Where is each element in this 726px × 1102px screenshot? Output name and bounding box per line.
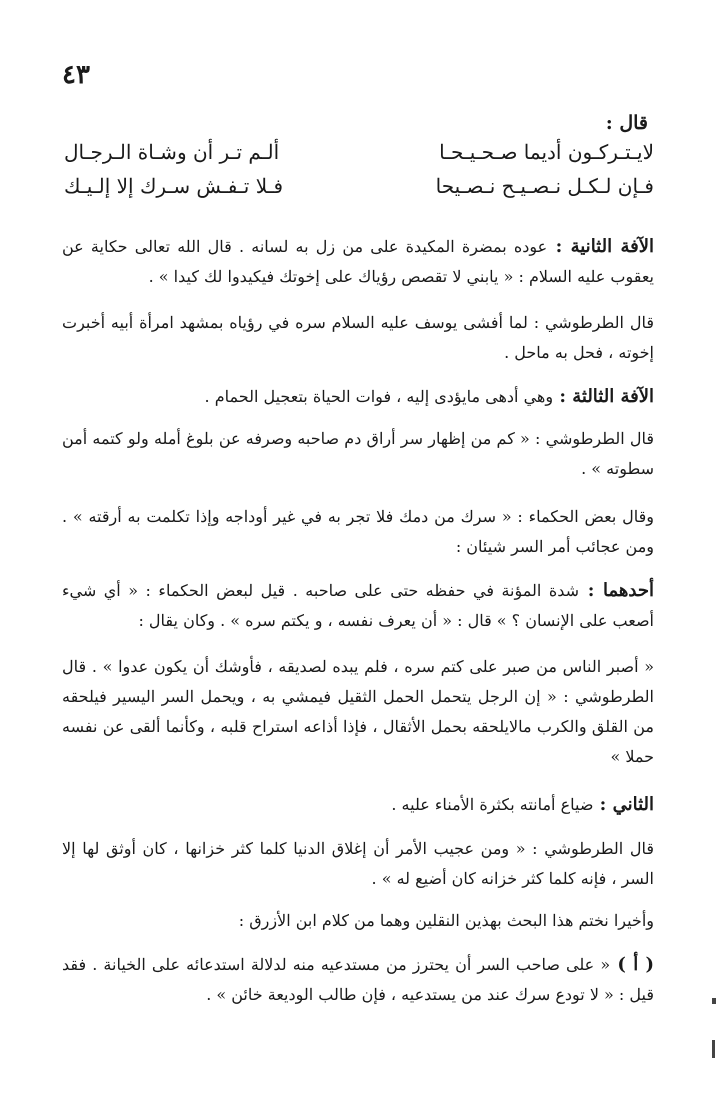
scan-speck — [712, 1040, 715, 1058]
paragraph — [62, 424, 654, 484]
paragraph — [62, 906, 654, 936]
section-heading: الآفة الثالثة : — [553, 386, 654, 407]
paragraph — [62, 232, 654, 292]
paragraph — [62, 502, 654, 562]
paragraph-text: وهي أدهى مايؤدى إليه ، فوات الحياة بتعجيل الحمام . — [204, 387, 554, 406]
poem-hemistich-right: فـلا تـفـش سـرك إلا إلـيـك — [64, 174, 284, 198]
paragraph-text: « على صاحب السر أن يحترز من مستدعيه منه لدلالة استدعائه على الخيانة . فقد قيل : « لا تودع سرك عند من يستدعيه ، فإن طالب الوديعة خائن » . — [62, 955, 654, 1004]
section-heading: الآفة الثانية : — [547, 236, 654, 257]
scan-speck — [712, 998, 716, 1004]
poem-hemistich-right: ألـم تـر أن وشـاة الـرجـال — [64, 140, 280, 164]
paragraph-text: شدة المؤنة في حفظه حتى على صاحبه . قيل لبعض الحكماء : « أي شيء أصعب على الإنسان ؟ » قال : « أن يعرف نفسه ، و يكتم سره » . وكان يقال : — [62, 581, 654, 630]
section-heading: الثاني : — [593, 794, 654, 815]
paragraph-text: عوده بمضرة المكيدة على من زل به لسانه . قال الله تعالى حكاية عن يعقوب عليه السلام : « يابني لا تقصص رؤياك على إخوتك فيكيدوا لك كيدا » . — [62, 237, 654, 286]
paragraph — [62, 950, 654, 1010]
paragraph — [62, 308, 654, 368]
paragraph-text: قال الطرطوشي : لما أفشى يوسف عليه السلام سره في رؤياه بمشهد امرأة أبيه أخبرت إخوته ، فحل به ماحل . — [62, 313, 654, 362]
paragraph — [62, 576, 654, 636]
paragraph-text: وقال بعض الحكماء : « سرك من دمك فلا تجر به في غير أوداجه وإذا تكلمت به أرقته » . ومن عجائب أمر السر شيئان : — [62, 507, 654, 556]
item-marker: ( أ ) — [610, 954, 654, 975]
paragraph — [62, 790, 654, 820]
poem-line — [64, 140, 654, 174]
paragraph-text: قال الطرطوشي : « ومن عجيب الأمر أن إغلاق الدنيا كلما كثر خزانها ، كان أوثق لها إلا السر ، فإنه كلما كثر خزانه كان أضيع له » . — [62, 839, 654, 888]
poem-intro: قال : — [605, 112, 648, 134]
page-number: ٤٣ — [62, 60, 90, 90]
paragraph-text: « أصبر الناس من صبر على كتم سره ، فلم يبده لصديقه ، فأوشك أن يكون عدوا » . قال الطرطوشي : « إن الرجل يتحمل الحمل الثقيل فيمشي به ، ويحمل السر اليسير فيلحقه من القلق والكرب مالايلحقه بحمل الأثقال ، فإذا أذاعه استراح قلبه ، وكأنما ألقى عن نفسه حملا » — [62, 657, 654, 766]
paragraph-text: قال الطرطوشي : « كم من إظهار سر أراق دم صاحبه وصرفه عن بلوغ أمله ولو كتمه أمن سطوته » . — [62, 429, 654, 478]
paragraph — [62, 652, 654, 772]
poem-hemistich-left: لايـتـركـون أديما صـحـيـحـا — [439, 140, 654, 164]
paragraph-text: وأخيرا نختم هذا البحث بهذين النقلين وهما من كلام ابن الأزرق : — [238, 911, 654, 930]
paragraph — [62, 834, 654, 894]
poem-hemistich-left: فـإن لـكـل نـصـيـح نـصـيحا — [435, 174, 654, 198]
paragraph-text: ضياع أمانته بكثرة الأمناء عليه . — [391, 795, 594, 814]
paragraph — [62, 382, 654, 412]
section-heading: أحدهما : — [579, 580, 655, 601]
poem-line — [64, 174, 654, 208]
